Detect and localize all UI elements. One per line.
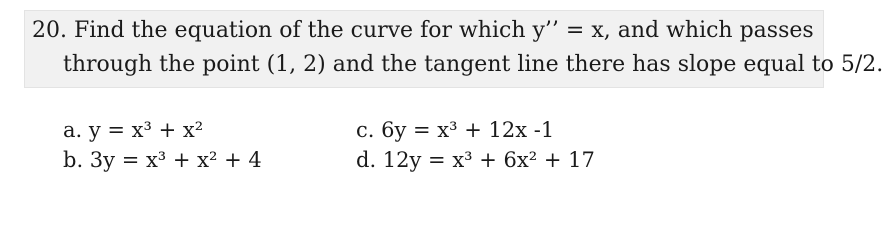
question-text-line-1: 20. Find the equation of the curve for which y’’ = x, and which passes: [32, 18, 814, 43]
answer-option-a[interactable]: a. y = x³ + x²: [63, 118, 204, 142]
answer-option-d[interactable]: d. 12y = x³ + 6x² + 17: [356, 148, 595, 172]
answer-option-b[interactable]: b. 3y = x³ + x² + 4: [63, 148, 262, 172]
question-text-line-2: through the point (1, 2) and the tangent line there has slope equal to 5/2.: [63, 52, 884, 77]
answer-option-c[interactable]: c. 6y = x³ + 12x -1: [356, 118, 555, 142]
